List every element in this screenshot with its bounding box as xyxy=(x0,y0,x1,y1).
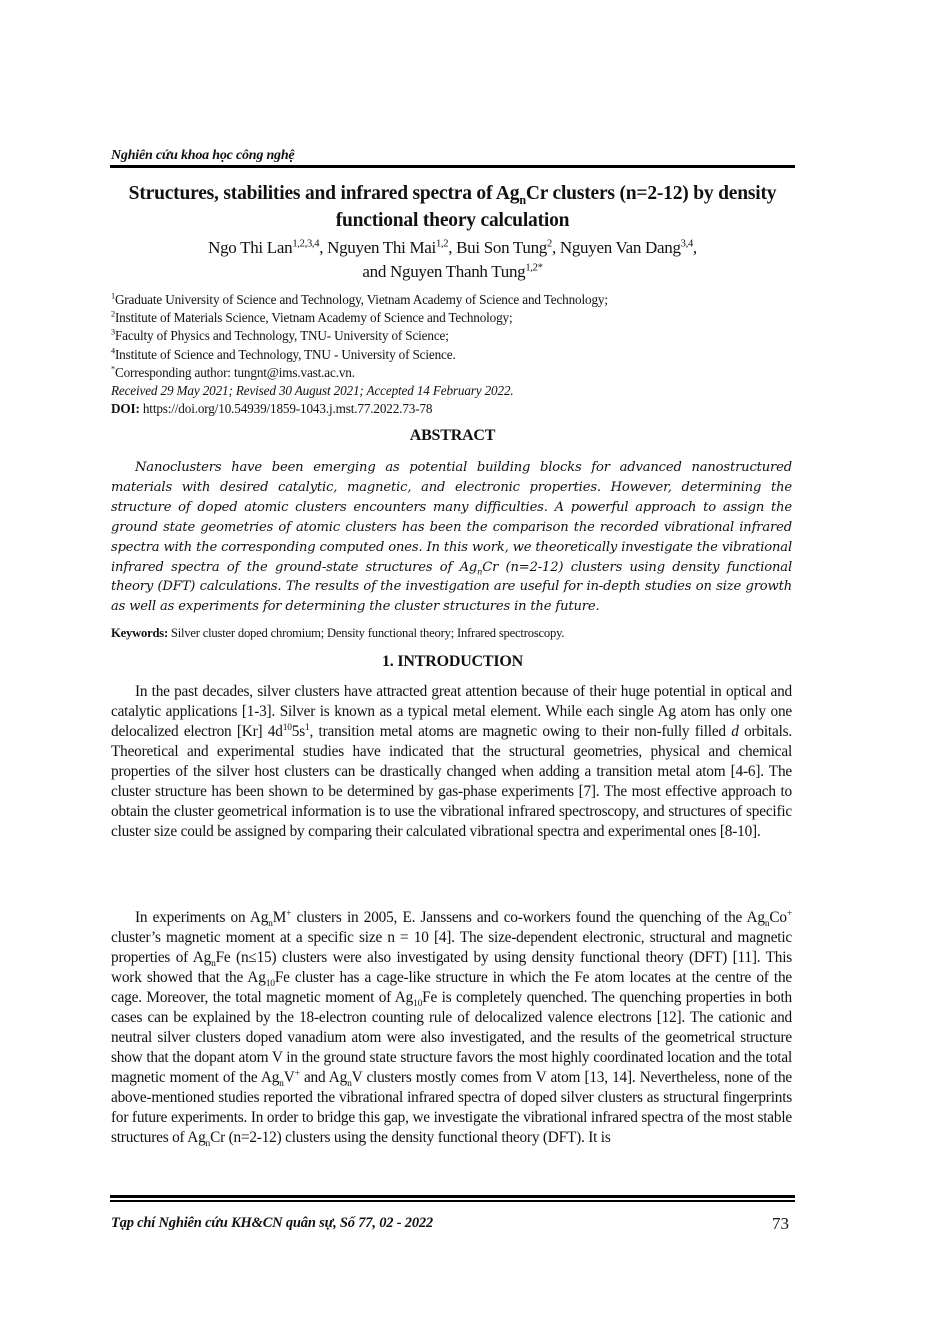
paper-title: Structures, stabilities and infrared spectra of $Ag_nCr$ clusters (n=2-12) by density functional theory calculation xyxy=(128,183,777,231)
abstract-heading: ABSTRACT xyxy=(409,427,496,444)
affiliations-block xyxy=(111,291,796,418)
header-rule xyxy=(110,165,795,168)
page-number: 73 xyxy=(772,1214,789,1233)
introduction-heading: 1. INTRODUCTION xyxy=(381,653,524,670)
footer-rule-thin xyxy=(110,1200,795,1202)
affiliation-1: $^1$Graduate University of Science and Technology, Vietnam Academy of Science and Technology; xyxy=(111,291,608,307)
keywords-label: Keywords: xyxy=(111,626,168,640)
abstract-text: Nanoclusters have been emerging as potential building blocks for advanced nanostructured materials with desired catalytic, magnetic, and electronic properties. However, determining the structure of doped atomic clusters encounters many difficulties. A powerful approach to assign the ground state geometries of atomic clusters has been the comparison the recorded vibrational infrared spectra with the corresponding computed ones. In this work, we theoretically investigate the vibrational infrared spectra of the ground-state structures of $Ag_nCr$ (n=2-12) clusters using density functional theory (DFT) calculations. The results of the investigation are useful for in-depth studies on size growth as well as experiments for determining the cluster structures in the future. xyxy=(111,460,792,615)
doi-line xyxy=(111,400,796,418)
doi-link[interactable]: https://doi.org/10.54939/1859-1043.j.mst.77.2022.73-78 xyxy=(139,401,433,417)
corresponding-author: *Corresponding author: tungnt@ims.vast.ac.vn. xyxy=(111,364,355,380)
intro-paragraph-1: In the past decades, silver clusters have attracted great attention because of their huge potential in optical and catalytic applications [1-3]. Silver is known as a typical metal element. While each single Ag atom has only one delocalized electron [Kr] $4d^{10}5s^1$, transition metal atoms are magnetic owing to their non-fully filled d orbitals. Theoretical and experimental studies have indicated that the structural geometries, physical and chemical properties of the silver host clusters can be drastically changed when adding a transition metal atom [4-6]. The cluster structure has been shown to be determined by gas-phase experiments [7]. The most effective approach to obtain the cluster geometrical information is to use the vibrational infrared spectroscopy, and structures of specific cluster size could be assigned by comparing their calculated vibrational spectra and experimental ones [8-10]. xyxy=(111,683,792,840)
running-head: Nghiên cứu khoa học công nghệ xyxy=(111,148,295,163)
footer-rule-thick xyxy=(110,1195,795,1198)
affiliation-4: $^4$Institute of Science and Technology, TNU - University of Science. xyxy=(111,346,456,362)
received-dates: Received 29 May 2021; Revised 30 August 2021; Accepted 14 February 2022. xyxy=(111,383,514,399)
affiliation-2: $^2$Institute of Materials Science, Vietnam Academy of Science and Technology; xyxy=(111,309,513,326)
journal-citation: Tạp chí Nghiên cứu KH&CN quân sự, Số 77, 02 - 2022 xyxy=(111,1215,433,1231)
affiliation-3: $^3$Faculty of Physics and Technology, TNU- University of Science; xyxy=(111,328,449,344)
author-list: Ngo Thi Lan$^{1,2,3,4}$, Nguyen Thi Mai$^{1,2}$, Bui Son Tung$^2$, Nguyen Van Dang$^{3,4}$, and Nguyen Thanh Tung$^{1,2*}$ xyxy=(208,238,697,281)
keywords-line xyxy=(111,626,564,641)
doi-label: DOI: xyxy=(111,401,140,417)
keywords-value: Silver cluster doped chromium; Density functional theory; Infrared spectroscopy. xyxy=(167,626,565,640)
intro-paragraph-2: In experiments on $Ag_nM^+$ clusters in 2005, E. Janssens and co-workers found the quenching of the $Ag_nCo^+$ cluster’s magnetic moment at a specific size n = 10 [4]. The size-dependent electronic, structural and magnetic properties of $Ag_nFe$ (n≤15) clusters were also investigated by using density functional theory (DFT) [11]. This work showed that the $Ag_{10}Fe$ cluster has a cage-like structure in which the Fe atom locates at the centre of the cage. Moreover, the total magnetic moment of $Ag_{10}Fe$ is completely quenched. The quenching properties in both cases can be explained by the 18-electron counting rule of delocalized valence electrons [12]. The cationic and neutral silver clusters doped vanadium atom were also investigated, and the results of the geometrical structure show that the dopant atom V in the ground state structure favors the most highly coordinated location and the total magnetic moment of the $Ag_nV^+$ and $Ag_nV$ clusters mostly comes from V atom [13, 14]. Nevertheless, none of the above-mentioned studies reported the vibrational infrared spectra of doped silver clusters as structural fingerprints for future experiments. In order to bridge this gap, we investigate the vibrational infrared spectra of the most stable structures of $Ag_nCr$ (n=2-12) clusters using the density functional theory (DFT). It is xyxy=(111,908,792,1150)
